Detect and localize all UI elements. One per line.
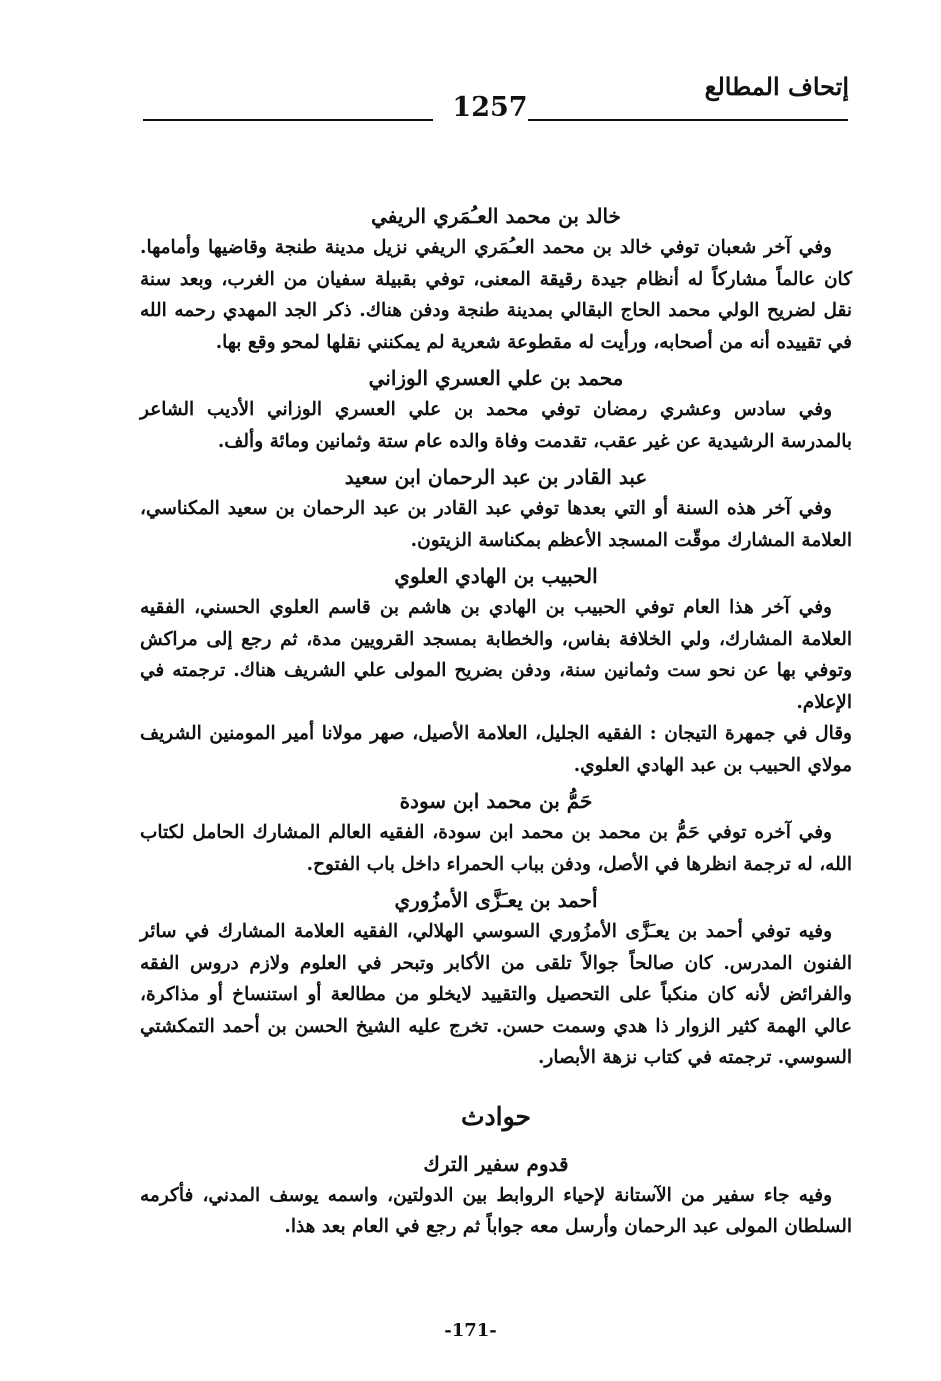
entry-hamm-ibn-sawda <box>140 785 852 880</box>
events-section <box>140 1100 852 1243</box>
entry-text: وفي آخر هذا العام توفي الحبيب بن الهادي بن هاشم بن قاسم العلوي الحسني، الفقيه العلامة المشارك، ولي الخلافة بفاس، والخطابة بمسجد القرويين مدة، ثم رجع إلى مراكش وتوفي بها عن نحو ست وثمانين سنة، ودفن بضريح المولى علي الشريف هناك. ترجمته في الإعلام. <box>140 597 852 713</box>
entry-text: وفيه توفي أحمد بن يعـَزَّى الأمزُوري السوسي الهلالي، الفقيه العلامة المشارك في سائر الفنون المدرس. كان صالحاً جوالاً تلقى من الأكابر وتبحر في العلوم ولازم دروس الفقه والفرائض لأنه كان منكباً على التحصيل والتقييد لايخلو من مطالعة أو استنساخ أو مذاكرة، عالي الهمة كثير الزوار ذا هدي وسمت حسن. تخرج عليه الشيخ الحسن بن أحمد التمكشتي السوسي. ترجمته في كتاب نزهة الأبصار. <box>140 921 852 1068</box>
entry-text: وفي سادس وعشري رمضان توفي محمد بن علي العسري الوزاني الأديب الشاعر بالمدرسة الرشيدية عن غير عقب، تقدمت وفاة والده عام ستة وثمانين ومائة وألف. <box>140 399 852 452</box>
section-text: وفيه جاء سفير من الآستانة لإحياء الروابط بين الدولتين، واسمه يوسف المدني، فأكرمه السلطان المولى عبد الرحمان وأرسل معه جواباً ثم رجع في العام بعد هذا. <box>140 1184 852 1237</box>
entry-text-continued: وقال في جمهرة التيجان : الفقيه الجليل، العلامة الأصيل، صهر مولانا أمير المومنين الشريف مولاي الحبيب بن عبد الهادي العلوي. <box>140 723 852 776</box>
entry-text: وفي آخره توفي حَمُّ بن محمد بن محمد ابن سودة، الفقيه العالم المشارك الحامل لكتاب الله، له ترجمة انظرها في الأصل، ودفن بباب الحمراء داخل باب الفتوح. <box>140 822 852 875</box>
entry-title: محمد بن علي العسري الوزاني <box>368 366 624 390</box>
section-heading: حوادث <box>461 1101 531 1131</box>
entry-title: حَمُّ بن محمد ابن سودة <box>399 789 593 813</box>
entry-habib-alawi <box>140 560 852 781</box>
entry-title: الحبيب بن الهادي العلوي <box>394 564 598 588</box>
footer-page-label: -171- <box>444 1320 497 1341</box>
entry-title: عبد القادر بن عبد الرحمان ابن سعيد <box>344 465 648 489</box>
page-number: 1257 <box>452 92 528 123</box>
entry-khalid <box>140 200 852 358</box>
section-subtitle: قدوم سفير الترك <box>423 1151 569 1176</box>
entry-text: وفي آخر شعبان توفي خالد بن محمد العـُمَري الريفي نزيل مدينة طنجة وقاضيها وأمامها. كان عالماً مشاركاً له أنظام جيدة رقيقة المعنى، توفي بقبيلة سفيان من الغرب، وبعد سنة نقل لضريح الولي محمد الحاج البقالي بمدينة طنجة ودفن هناك. ذكر الجد المهدي رحمه الله في تقييده أنه من أصحابه، ورأيت له مقطوعة شعرية لم يمكنني نقلها لمحو وقع بها. <box>140 237 852 353</box>
entry-ahmad-amzuri <box>140 884 852 1074</box>
entry-title: خالد بن محمد العـُمَري الريفي <box>371 204 621 228</box>
book-title: إتحاف المطالع <box>704 72 849 101</box>
entry-text: وفي آخر هذه السنة أو التي بعدها توفي عبد القادر بن عبد الرحمان بن سعيد المكناسي، العلامة المشارك موقّت المسجد الأعظم بمكناسة الزيتون. <box>140 498 852 551</box>
header-rule-right <box>528 119 848 121</box>
entry-title: أحمد بن يعـَزَّى الأمزُوري <box>394 888 598 912</box>
entry-abd-al-qadir <box>140 461 852 556</box>
header-rule-left <box>143 119 433 121</box>
entry-muhammad-wazzani <box>140 362 852 457</box>
page-body <box>140 200 852 1243</box>
